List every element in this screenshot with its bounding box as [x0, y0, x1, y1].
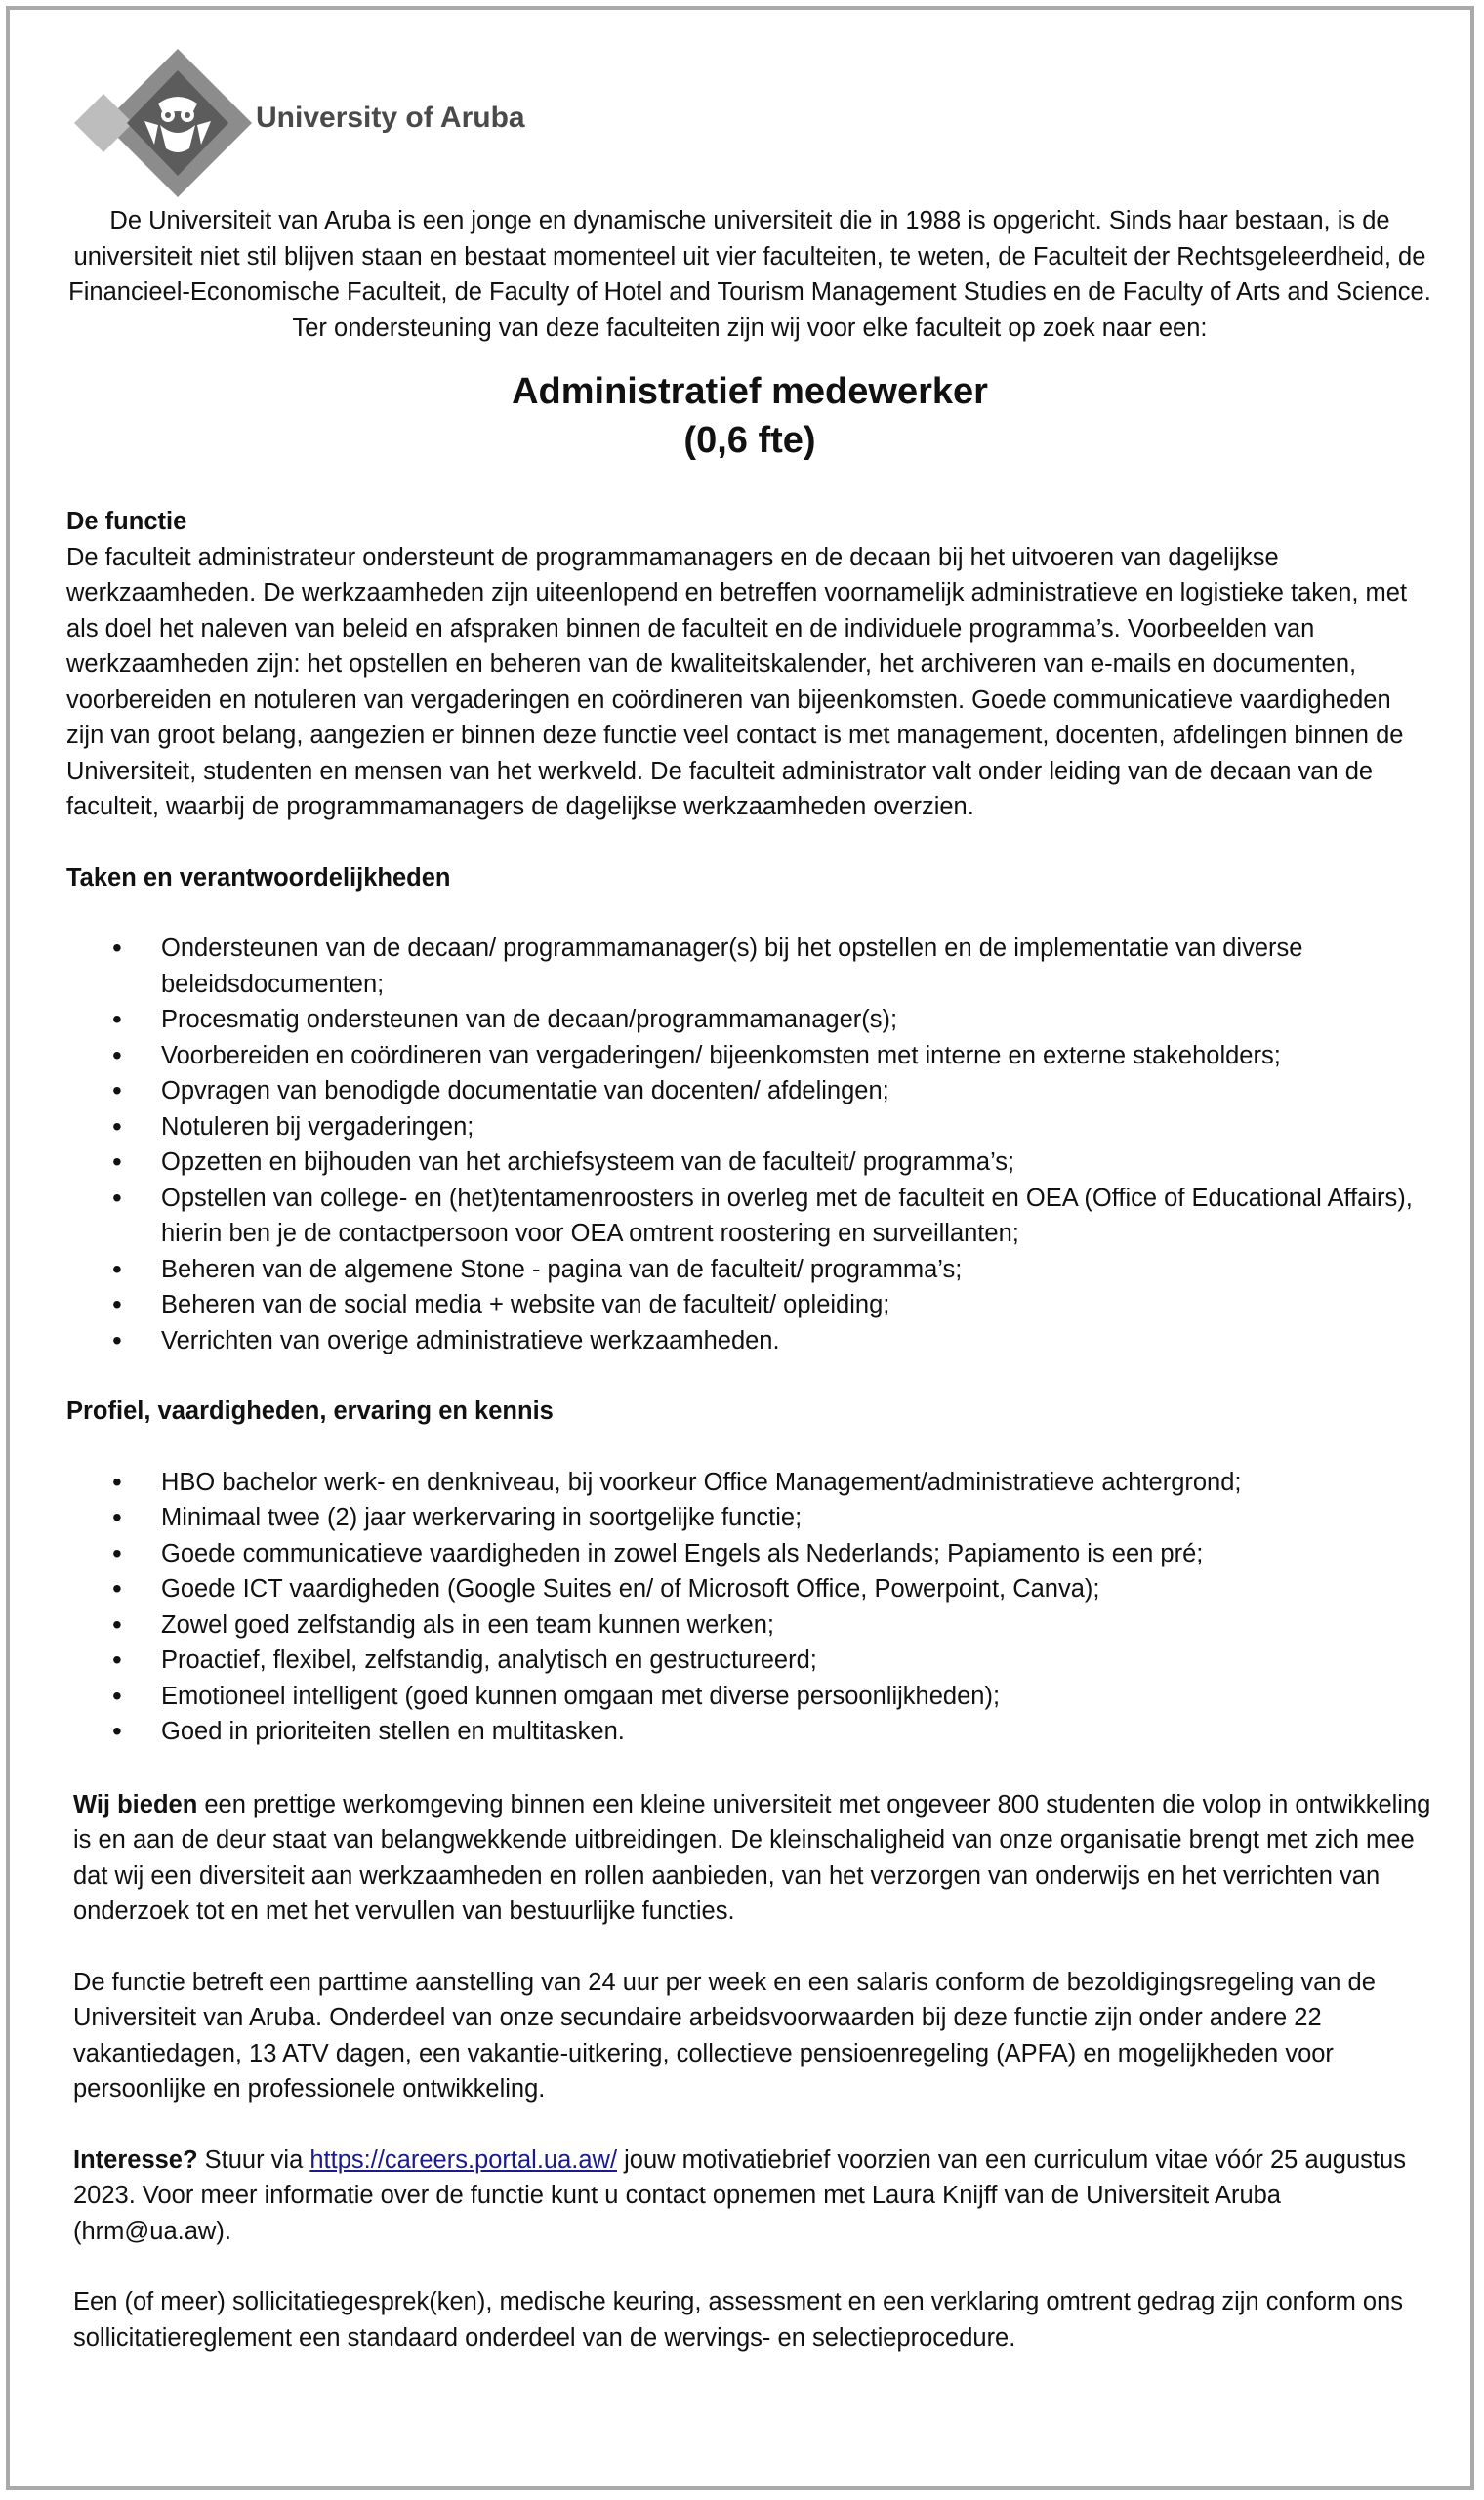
list-item: • Notuleren bij vergaderingen;	[161, 1109, 1433, 1146]
interesse-paragraph	[73, 2143, 1433, 2250]
bieden-text: een prettige werkomgeving binnen een kleine universiteit met ongeveer 800 studenten die volop in ontwikkeling is en aan de deur staat van belangwekkende uitbreidingen. De kleinschaligheid van onze organisatie brengt met zich mee dat wij een diversiteit aan werkzaamheden en rollen aanbieden, van het verzorgen van onderwijs en het verrichten van onderzoek tot en met het vervullen van bestuurlijke functies.	[73, 1790, 1431, 1925]
careers-portal-link[interactable]: https://careers.portal.ua.aw/	[309, 2146, 618, 2174]
bieden-lead: Wij bieden	[73, 1790, 198, 1818]
bieden-paragraph	[73, 1787, 1433, 1930]
list-item: • Proactief, flexibel, zelfstandig, analytisch en gestructureerd;	[161, 1643, 1433, 1679]
taken-list	[66, 931, 1433, 1358]
interesse-lead: Interesse?	[73, 2146, 198, 2174]
functie-text: De faculteit administrateur ondersteunt de programmamanagers en de decaan bij het uitvoeren van dagelijkse werkzaamheden. De werkzaamheden zijn uiteenlopend en betreffen voornamelijk administratieve en logistieke taken, met als doel het naleven van beleid en afspraken binnen de faculteit en de individuele programma’s. Voorbeelden van werkzaamheden zijn: het opstellen en beheren van de kwaliteitskalender, het archiveren van e-mails en documenten, voorbereiden en notuleren van vergaderingen en coördineren van bijeenkomsten. Goede communicatieve vaardigheden zijn van groot belang, aangezien er binnen deze functie veel contact is met management, docenten, afdelingen binnen de Universiteit, studenten en mensen van het werkveld. De faculteit administrator valt onder leiding van de decaan van de faculteit, waarbij de programmamanagers de dagelijkse werkzaamheden overzien.	[66, 543, 1408, 820]
list-item: • Goede ICT vaardigheden (Google Suites en/ of Microsoft Office, Powerpoint, Canva);	[161, 1571, 1433, 1607]
university-logo-text: University of Aruba	[256, 102, 525, 134]
list-item: • Minimaal twee (2) jaar werkervaring in soortgelijke functie;	[161, 1500, 1433, 1536]
job-fte: (0,6 fte)	[683, 420, 816, 461]
interesse-post: jouw motivatiebrief voorzien van een curriculum vitae vóór 25 augustus 2023. Voor meer informatie over de functie kunt u contact opnemen met Laura Knijff van de Universiteit Aruba (hrm@ua.aw).	[73, 2146, 1406, 2245]
list-item: • Opvragen van benodigde documentatie van docenten/ afdelingen;	[161, 1073, 1433, 1109]
page-frame	[6, 6, 1474, 2490]
profiel-list	[66, 1465, 1433, 1750]
list-item: • Opzetten en bijhouden van het archiefsysteem van de faculteit/ programma’s;	[161, 1145, 1433, 1181]
job-title-block	[66, 367, 1433, 465]
intro-paragraph: De Universiteit van Aruba is een jonge en dynamische universiteit die in 1988 is opgericht. Sinds haar bestaan, is de universiteit niet stil blijven staan en bestaat momenteel uit vier faculteiten, te weten, de Faculteit der Rechtsgeleerdheid, de Financieel-Economische Faculteit, de Faculty of Hotel and Tourism Management Studies en de Faculty of Arts and Science. Ter ondersteuning van deze faculteiten zijn wij voor elke faculteit op zoek naar een:	[68, 207, 1431, 342]
list-item: • Opstellen van college- en (het)tentamenroosters in overleg met de faculteit en OEA (Office of Educational Affairs), hierin ben je de contactpersoon voor OEA omtrent roostering en surveillanten;	[161, 1181, 1433, 1252]
list-item: • Goede communicatieve vaardigheden in zowel Engels als Nederlands; Papiamento is een pré;	[161, 1536, 1433, 1572]
university-logo	[61, 47, 525, 203]
aanstelling-paragraph: De functie betreft een parttime aanstelling van 24 uur per week en een salaris conform de bezoldigingsregeling van de Universiteit van Aruba. Onderdeel van onze secundaire arbeidsvoorwaarden bij deze functie zijn onder andere 22 vakantiedagen, 13 ATV dagen, een vakantie-uitkering, collectieve pensioenregeling (APFA) en mogelijkheden voor persoonlijke en professionele ontwikkeling.	[73, 1968, 1376, 2103]
vacancy-content	[66, 203, 1433, 2355]
job-title: Administratief medewerker	[512, 371, 988, 412]
list-item: • Procesmatig ondersteunen van de decaan/programmamanager(s);	[161, 1002, 1433, 1038]
list-item: • Emotioneel intelligent (goed kunnen omgaan met diverse persoonlijkheden);	[161, 1679, 1433, 1715]
list-item: • Beheren van de algemene Stone - pagina van de faculteit/ programma’s;	[161, 1252, 1433, 1288]
list-item: • HBO bachelor werk- en denkniveau, bij voorkeur Office Management/administratieve achtergrond;	[161, 1465, 1433, 1501]
list-item: • Beheren van de social media + website van de faculteit/ opleiding;	[161, 1287, 1433, 1323]
taken-heading: Taken en verantwoordelijkheden	[66, 863, 451, 892]
list-item: • Verrichten van overige administratieve werkzaamheden.	[161, 1323, 1433, 1359]
interesse-pre: Stuur via	[197, 2146, 310, 2174]
list-item: • Goed in prioriteiten stellen en multitasken.	[161, 1714, 1433, 1750]
functie-heading: De functie	[66, 508, 187, 535]
list-item: • Ondersteunen van de decaan/ programmamanager(s) bij het opstellen en de implementatie van diverse beleidsdocumenten;	[161, 931, 1433, 1002]
procedure-paragraph: Een (of meer) sollicitatiegesprek(ken), medische keuring, assessment en een verklaring omtrent gedrag zijn conform ons sollicitatiereglement een standaard onderdeel van de wervings- en selectieprocedure.	[73, 2288, 1404, 2352]
list-item: • Voorbereiden en coördineren van vergaderingen/ bijeenkomsten met interne en externe stakeholders;	[161, 1038, 1433, 1074]
profiel-heading: Profiel, vaardigheden, ervaring en kennis	[66, 1397, 554, 1425]
list-item: • Zowel goed zelfstandig als in een team kunnen werken;	[161, 1607, 1433, 1644]
